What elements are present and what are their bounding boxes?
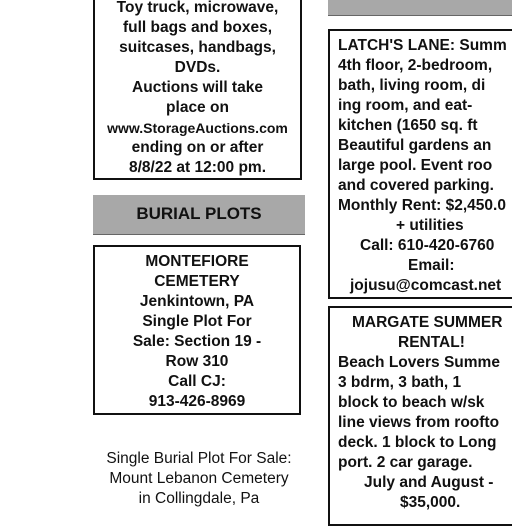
- montefiore-ad-line: Jenkintown, PA: [139, 293, 255, 310]
- storage-ad-line: DVDs.: [174, 59, 221, 76]
- margate-ad-line: deck. 1 block to Long: [338, 434, 497, 451]
- burial-plots-title: BURIAL PLOTS: [136, 204, 262, 223]
- storage-ad-line: place on: [166, 99, 229, 116]
- latch-ad-line: LATCH'S LANE: Summ: [338, 37, 507, 54]
- storage-ad-line: suitcases, handbags,: [119, 39, 276, 56]
- latch-ad-email-label: Email:: [408, 257, 455, 274]
- margate-ad-line: 3 bdrm, 3 bath, 1: [338, 374, 462, 391]
- storage-ad-line: full bags and boxes,: [123, 19, 272, 36]
- montefiore-ad-line: Single Plot For: [142, 313, 252, 330]
- margate-ad-line: block to beach w/sk: [338, 394, 485, 411]
- latch-ad-line: and covered parking.: [338, 177, 494, 194]
- montefiore-ad-line: Call CJ:: [168, 373, 226, 390]
- margate-ad-title: RENTAL!: [398, 334, 465, 351]
- storage-ad-line: ending on or after: [131, 139, 264, 156]
- latch-ad-line: ing room, and eat-: [338, 97, 473, 114]
- mount-lebanon-ad: [93, 449, 305, 509]
- lebanon-ad-line: Mount Lebanon Cemetery: [109, 470, 289, 487]
- storage-ad-website: www.StorageAuctions.com: [107, 120, 288, 136]
- margate-ad-dates: July and August -: [364, 474, 494, 491]
- lebanon-ad-line: in Collingdale, Pa: [138, 490, 260, 507]
- latch-ad-line: large pool. Event roo: [338, 157, 493, 174]
- margate-rental-ad: [328, 306, 512, 526]
- margate-ad-title: MARGATE SUMMER: [352, 314, 503, 331]
- storage-ad-line: 8/8/22 at 12:00 pm.: [129, 159, 266, 176]
- storage-auction-ad: [93, 0, 302, 180]
- latch-ad-phone: Call: 610-420-6760: [360, 237, 495, 254]
- latchs-lane-ad: [328, 29, 512, 299]
- latch-ad-line: Beautiful gardens an: [338, 137, 492, 154]
- latch-ad-line: kitchen (1650 sq. ft: [338, 117, 478, 134]
- margate-ad-line: port. 2 car garage.: [338, 454, 473, 471]
- storage-ad-line: Toy truck, microwave,: [116, 0, 279, 16]
- rentals-section-header: [328, 0, 512, 16]
- margate-ad-price: $35,000.: [400, 494, 461, 511]
- latch-ad-line: bath, living room, di: [338, 77, 486, 94]
- lebanon-ad-line: Single Burial Plot For Sale:: [106, 450, 292, 467]
- montefiore-ad-phone: 913-426-8969: [148, 393, 246, 410]
- storage-ad-line: Auctions will take: [132, 79, 263, 96]
- latch-ad-line: 4th floor, 2-bedroom,: [338, 57, 493, 74]
- montefiore-ad-line: Row 310: [165, 353, 229, 370]
- montefiore-ad-line: Sale: Section 19 -: [132, 333, 262, 350]
- montefiore-ad-line: MONTEFIORE: [145, 253, 249, 270]
- latch-ad-utilities: + utilities: [396, 217, 464, 234]
- montefiore-ad-line: CEMETERY: [154, 273, 240, 290]
- montefiore-cemetery-ad: [93, 245, 301, 415]
- margate-ad-line: line views from roofto: [338, 414, 500, 431]
- margate-ad-line: Beach Lovers Summe: [338, 354, 500, 371]
- burial-plots-header: [93, 195, 305, 235]
- latch-ad-rent: Monthly Rent: $2,450.0: [338, 197, 506, 214]
- latch-ad-email: jojusu@comcast.net: [350, 277, 502, 294]
